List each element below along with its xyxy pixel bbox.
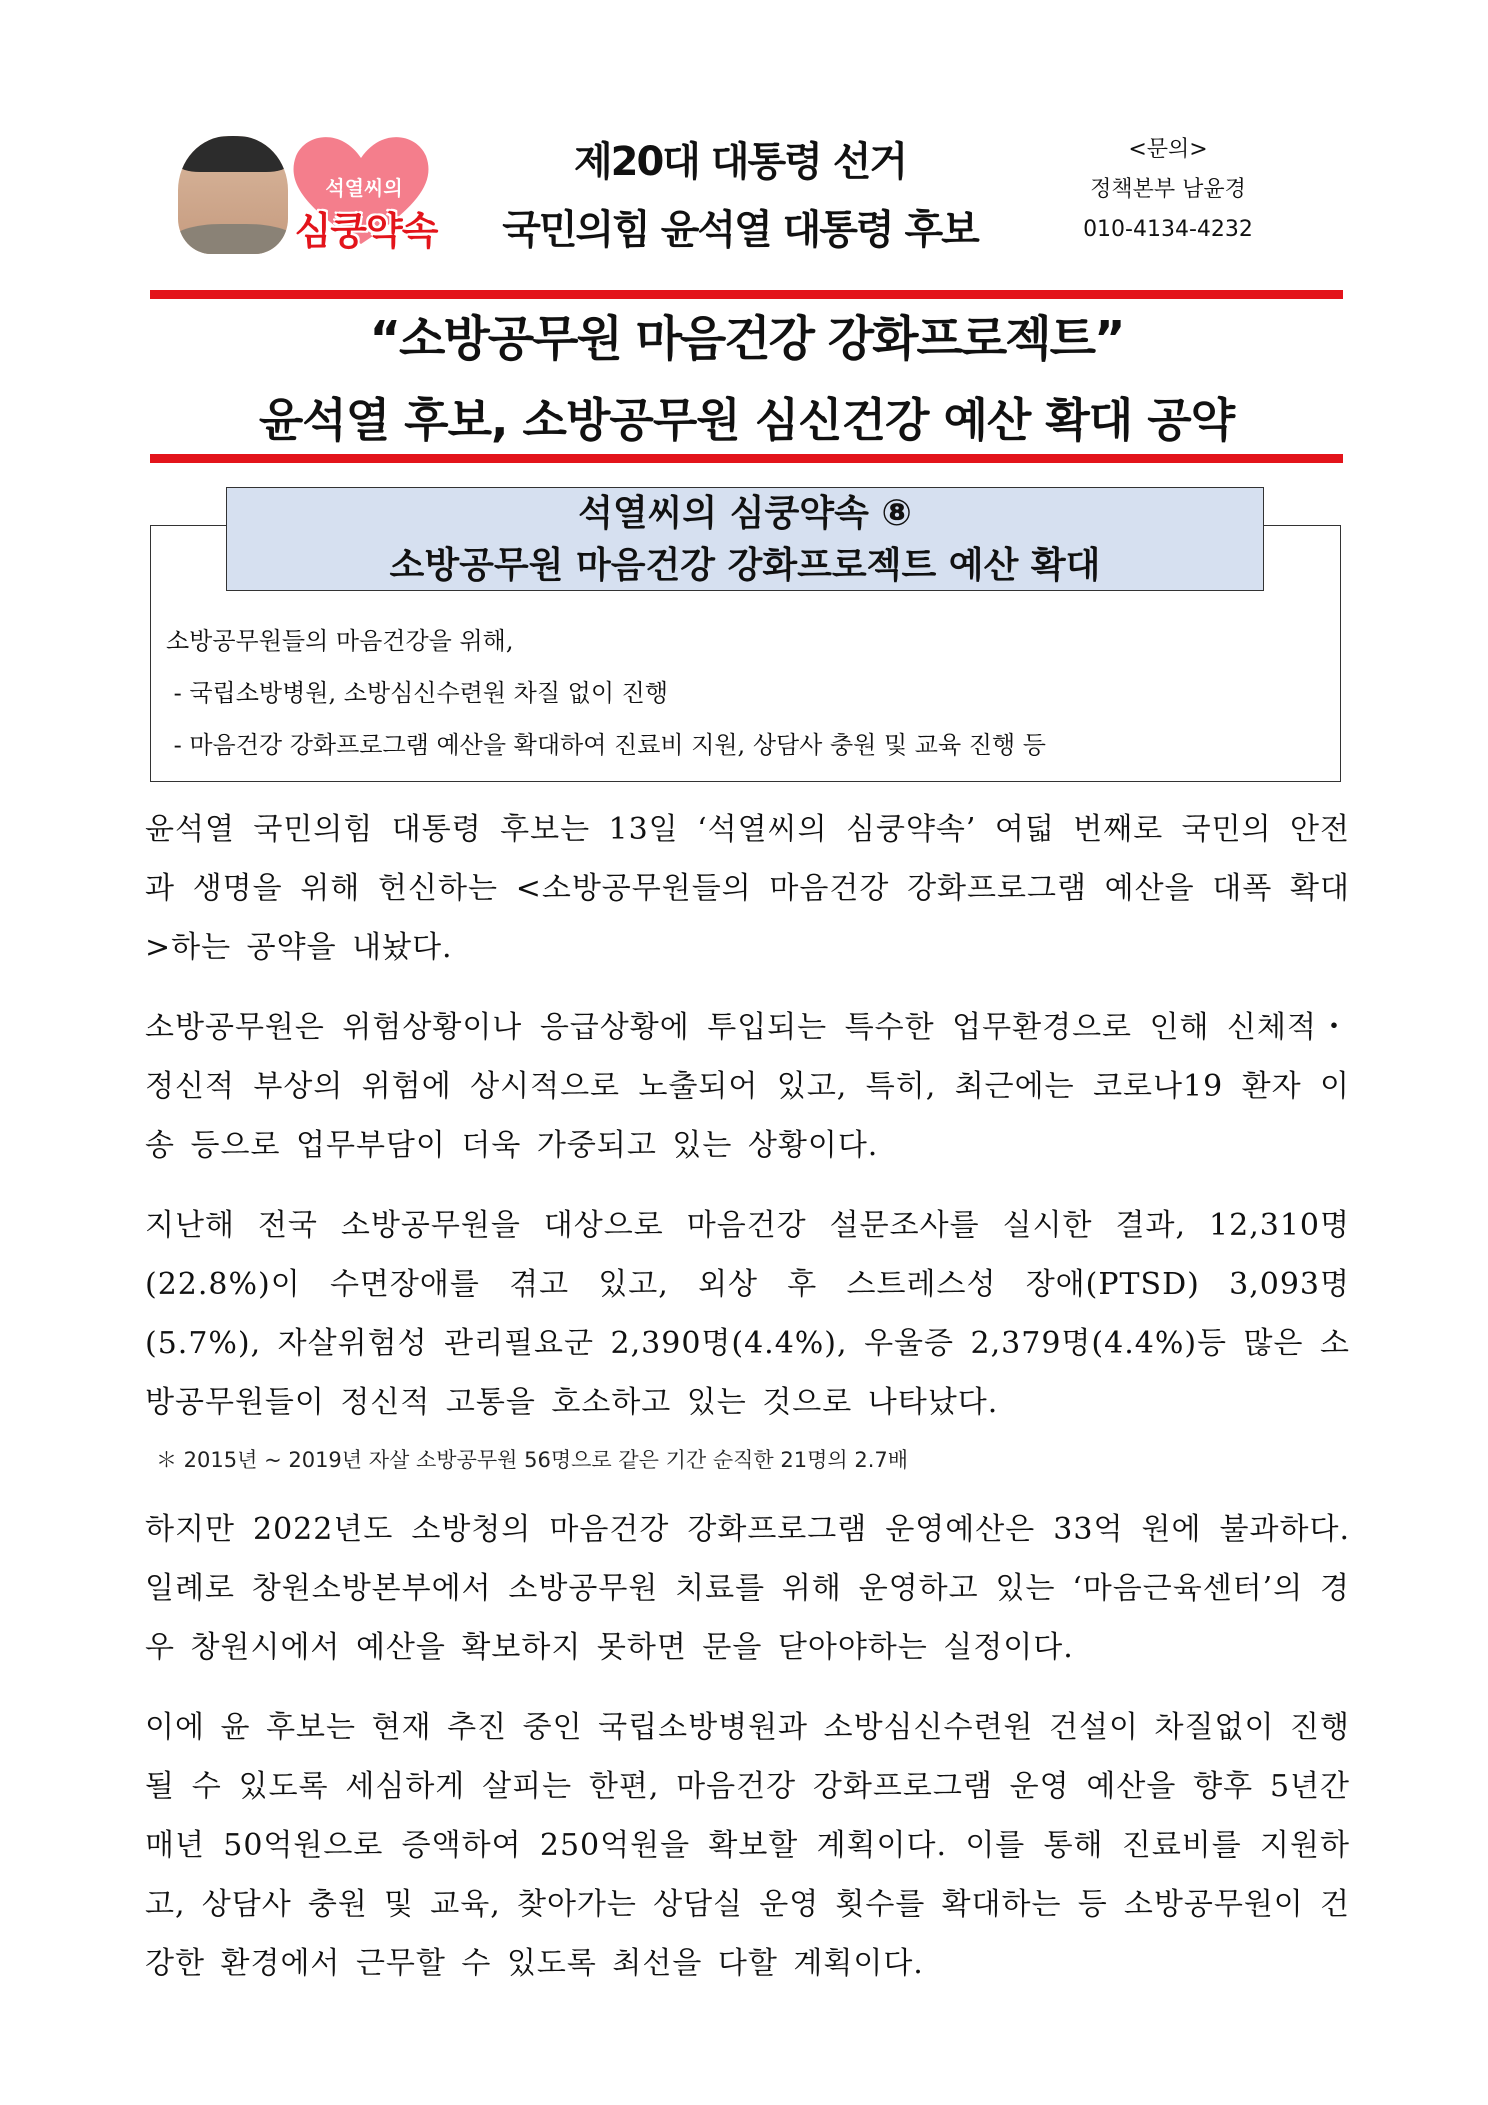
promise-number: 석열씨의 심쿵약속 ⑧ (578, 493, 912, 534)
header-title (480, 128, 1000, 264)
headline-sub: 윤석열 후보, 소방공무원 심신건강 예산 확대 공약 (258, 393, 1235, 447)
summary-box-content (166, 615, 1326, 771)
body-paragraph-4: 하지만 2022년도 소방청의 마음건강 강화프로그램 운영예산은 33억 원에 불과하다. 일례로 창원소방본부에서 소방공무원 치료를 위해 운영하고 있는 ‘마음근육센터’의 경우 창원시에서 예산을 확보하지 못하면 문을 닫아야하는 실정이다. (145, 1512, 1350, 1665)
footnote: ＊ 2015년 ~ 2019년 자살 소방공무원 56명으로 같은 기간 순직한 21명의 2.7배 (156, 1448, 909, 1472)
contact-label: <문의> (1128, 137, 1208, 162)
contact-info (1048, 130, 1288, 250)
contact-phone: 010-4134-4232 (1083, 217, 1253, 242)
headline-main: “소방공무원 마음건강 강화프로젝트” (369, 311, 1124, 367)
promise-title: 소방공무원 마음건강 강화프로젝트 예산 확대 (389, 545, 1101, 586)
logo-text-main: 심쿵약속 (294, 209, 438, 253)
bottom-divider (150, 454, 1343, 463)
summary-line: - 국립소방병원, 소방심신수련원 차질 없이 진행 (166, 679, 669, 707)
contact-department: 정책본부 남윤경 (1090, 177, 1246, 202)
election-title: 제20대 대통령 선거 (574, 139, 906, 185)
summary-line: 소방공무원들의 마음건강을 위해, (166, 627, 514, 655)
body-paragraph-1: 윤석열 국민의힘 대통령 후보는 13일 ‘석열씨의 심쿵약속’ 여덟 번째로 국민의 안전과 생명을 위해 헌신하는 <소방공무원들의 마음건강 강화프로그램 예산을 대폭 확대>하는 공약을 내놨다. (145, 812, 1350, 965)
candidate-title: 국민의힘 윤석열 대통령 후보 (502, 207, 978, 253)
body-paragraph-3: 지난해 전국 소방공무원을 대상으로 마음건강 설문조사를 실시한 결과, 12,310명(22.8%)이 수면장애를 겪고 있고, 외상 후 스트레스성 장애(PTSD) 3,093명(5.7%), 자살위험성 관리필요군 2,390명(4.4%), 우울증 2,379명(4.4%)등 많은 소방공무원들이 정신적 고통을 호소하고 있는 것으로 나타났다. (145, 1208, 1350, 1420)
logo-text-top: 석열씨의 (325, 176, 403, 200)
body-paragraph-5: 이에 윤 후보는 현재 추진 중인 국립소방병원과 소방심신수련원 건설이 차질없이 진행될 수 있도록 세심하게 살피는 한편, 마음건강 강화프로그램 운영 예산을 향후 5년간 매년 50억원으로 증액하여 250억원을 확보할 계획이다. 이를 통해 진료비를 지원하고, 상담사 충원 및 교육, 찾아가는 상담실 운영 횟수를 확대하는 등 소방공무원이 건강한 환경에서 근무할 수 있도록 최선을 다할 계획이다. (145, 1710, 1351, 1981)
body-paragraph-2: 소방공무원은 위험상황이나 응급상황에 투입되는 특수한 업무환경으로 인해 신체적・정신적 부상의 위험에 상시적으로 노출되어 있고, 특히, 최근에는 코로나19 환자 이송 등으로 업무부담이 더욱 가중되고 있는 상황이다. (145, 1010, 1350, 1163)
candidate-photo (178, 136, 288, 254)
campaign-logo (178, 128, 458, 258)
top-divider (150, 290, 1343, 299)
summary-line: - 마음건강 강화프로그램 예산을 확대하여 진료비 지원, 상담사 충원 및 교육 진행 등 (166, 731, 1046, 759)
summary-box-title (226, 487, 1264, 591)
